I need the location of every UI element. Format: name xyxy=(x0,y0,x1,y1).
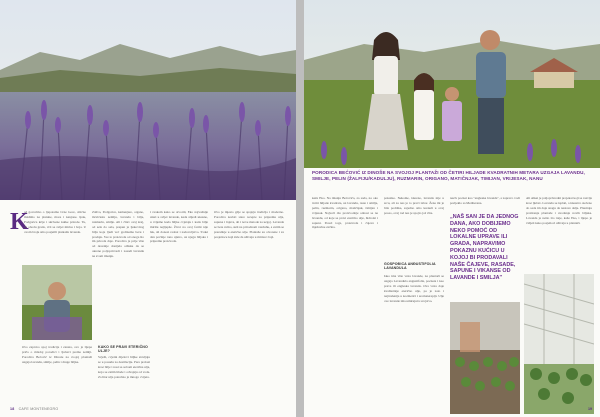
article-column-4: Ali Alkei je poljoprivredni projekat koji se razvija kroz ljubav. Lavanda se isplati, a iskustvo stečeno do sada im daje snagu da nastave dalje. Planiraju proširenje plantaže i uvođenje novih biljaka. Lavanda je nešto što traje, kaže Eko, i lijepo je vidjeti kako posjetioci uživaju u plantaži. xyxy=(526,196,593,225)
page-footer-left xyxy=(10,407,58,411)
page-number: 18 xyxy=(10,407,15,411)
essential-oil-section xyxy=(98,345,150,380)
pull-quote: „NAŠ SAN JE DA JEDNOG DANA, AKO DOBIJEMO NEKO POMOĆ OD LOKALNE UPRAVE ILI GRADA, NAPRAVIMO POKAZNU KUĆICU U KOJOJ BI PRODAVALI NAŠE ČAJEVE, RASADE, SAPUNE I VIKANSE OD LAVANDE I SMILJA" xyxy=(450,214,519,282)
article-column-a2: Ovo zapravo spoj tradicije i zanata, ovo je lijepa priča o mladoj porodici i ljubavi prema zemlji. Porodica Bećović iz Dinoše na svojoj plantaži uzgaja lavandu, smilje, pelin i druge biljke. xyxy=(22,345,92,364)
farmer-portrait-photo xyxy=(22,265,92,340)
page-number-right: 19 xyxy=(588,407,592,411)
lavender-field-photo xyxy=(0,0,296,200)
greenhouse-seedlings-photo xyxy=(450,302,520,414)
drop-cap: K xyxy=(10,209,29,235)
article-column-2: pokušao. Nekome, iskreno, lavanda nije u srcu, ali za nas je to pravi izbor. Žena mi je bila podrška, zajedno smo krenuli u ovaj posao, ovaj rad nas je spojio još više. xyxy=(384,196,444,215)
article-column-d: Ovo je mjesto gdje se spajaju tradicija i moderno. Porodica koristi stare recepte za pripremu ulja, sapuna i čajeva, ali i nove metode za uzgoj. Lavanda se bere ručno, suši na prirodnom vazduhu, a zatim se prerađuje u eterično ulje. Plantaže su otvorene i za posjetioce koji žele da uživaju u mirisu i boji. xyxy=(214,210,284,239)
left-page xyxy=(0,0,296,417)
section-heading: KAKO SE PRAVI ETERIČNO ULJE? xyxy=(98,345,148,353)
article-column-1: kaže Eko. Na imanju Bećovića, za sada, na oko četiri hiljade kvadrata, uz lavandu, raste i smilje, pelin, ruzmarin, origano, matičnjak, timijan i vrijesak. Najveći dio proizvodnje odnosi se na lavandu, od koje se pravi eterično ulje, hidrolat i sapuni. Pored toga, proizvode i čajeve i mješavine začina. xyxy=(312,196,378,230)
article-column-c: i svakom kako se otvoriti, Eko najvažnije ulazi u svijet lavande, kada slijedi ukusno, u vrijeme kada biljke cvjetaju i kada bilje mirišu najljepše. Život na ovoj farmi nije lak, ali donosi radost i zadovoljstvo. Svaki dan počinje rano ujutro, uz njegu biljaka i pripremu proizvoda. xyxy=(150,210,208,244)
caption-text: PORODICA BEĆOVIĆ IZ DINOŠE NA SVOJOJ PLANTAŽI OD ČETIRI HILJADE KVADRATNIH METARA UZGAJA LAVANDU, SMILJE, PELIN (ŽALFIJU/KADULJU), RUZMARIN, ORIGANO, MATIČNJAK, TIMIJAN, VRIJESAK, NANU xyxy=(312,170,585,182)
page-footer-right xyxy=(585,407,592,411)
photo-caption xyxy=(312,170,588,182)
greenhouse-interior-photo xyxy=(524,274,594,414)
magazine-name: CAFE MONTENEGRO xyxy=(18,407,59,411)
article-column-2b: Iako ima više vrsta lavande, na plantaži se uzgaja Lavandula angustifolia, poznata i kao prava ili engleska lavanda. Ova vrsta daje kvalitetnije eterično ulje, pa je zato i najtraženija u kozmetici i aromaterapiji. Ulje ove lavande ima umirujuća svojstva. xyxy=(384,274,444,303)
right-page xyxy=(304,0,600,417)
section-body: Svježi, cvjetni dijelovi biljke stavljaju se u posudu za destilaciju. Para prolazi kroz bilje i nosi sa sobom eterična ulja, koja se zatim hlade i odvajaju od vode. Za litar ulja potrebno je mnogo cvijeta. xyxy=(98,355,150,379)
family-photo xyxy=(304,0,600,168)
article-column-3: naziv poznat kao "engleska lavanda", a zapravo vodi porijeklo sa Mediterana. xyxy=(450,196,520,205)
article-column-b: Zaliva, Podgorice, kamenjare, organo, mrvičastu zemlju, lavanda i bilje, ruzmarin, smilje. Ali i čitav ovaj kraj, od sela do sela, prepun je ljekovitog bilja koje ljudi već godinama beru i prodaju. Sve to proizvode od onoga što im priroda daje. Porodica je prije više od decenije donijela odluku da se okrene poljoprivredi i zasadi lavandu na svom imanju. xyxy=(92,210,144,259)
section-heading-lavender: GOSPOĐICA ANĐUSTIFOLIA LAVANDULA xyxy=(384,262,436,270)
lavender-species-section xyxy=(384,262,444,272)
intro-paragraph: ad govorimo o ljepotama Crne Gore, obično mislimo na planine, more i kanjone. Ipak, Podgorica krije i skrivene kutke prirode. Tu, na obodu grada, vrti se svijet mirisa i boja. U ovom broju smo posjetili plantažu lavande. xyxy=(24,210,86,234)
